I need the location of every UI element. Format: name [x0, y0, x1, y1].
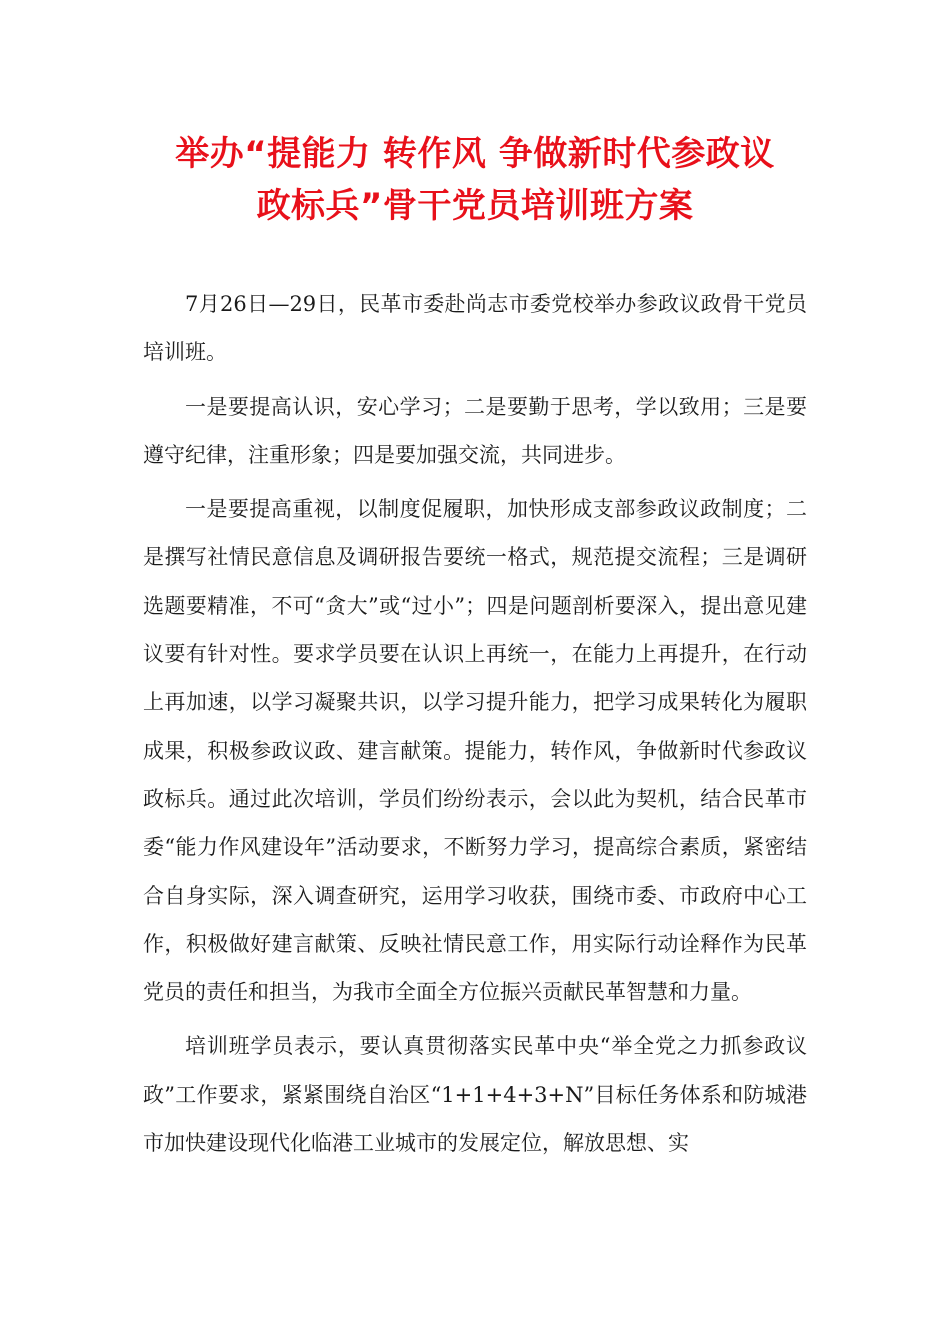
- document-body: [143, 280, 807, 1173]
- paragraph-2: 一是要提高认识，安心学习；二是要勤于思考，学以致用；三是要遵守纪律，注重形象；四是要加强交流，共同进步。: [143, 394, 807, 467]
- paragraph-4: 培训班学员表示，要认真贯彻落实民革中央“举全党之力抓参政议政”工作要求，紧紧围绕自治区“1+1+4+3+N”目标任务体系和防城港市加快建设现代化临港工业城市的发展定位，解放思想、实: [143, 1034, 807, 1156]
- title-line-1: 举办“提能力 转作风 争做新时代参政议: [175, 134, 775, 174]
- paragraph-1: 7月26日—29日，民革市委赴尚志市委党校举办参政议政骨干党员培训班。: [143, 292, 807, 365]
- document-title: [120, 128, 830, 232]
- paragraph-3: 一是要提高重视，以制度促履职，加快形成支部参政议政制度；二是撰写社情民意信息及调研报告要统一格式，规范提交流程；三是调研选题要精准，不可“贪大”或“过小”；四是问题剖析要深入，提出意见建议要有针对性。要求学员要在认识上再统一，在能力上再提升，在行动上再加速，以学习凝聚共识，以学习提升能力，把学习成果转化为履职成果，积极参政议政、建言献策。提能力，转作风，争做新时代参政议政标兵。通过此次培训，学员们纷纷表示，会以此为契机，结合民革市委“能力作风建设年”活动要求，不断努力学习，提高综合素质，紧密结合自身实际，深入调查研究，运用学习收获，围绕市委、市政府中心工作，积极做好建言献策、反映社情民意工作，用实际行动诠释作为民革党员的责任和担当，为我市全面全方位振兴贡献民革智慧和力量。: [143, 497, 807, 1005]
- title-line-2: 政标兵”骨干党员培训班方案: [256, 186, 694, 226]
